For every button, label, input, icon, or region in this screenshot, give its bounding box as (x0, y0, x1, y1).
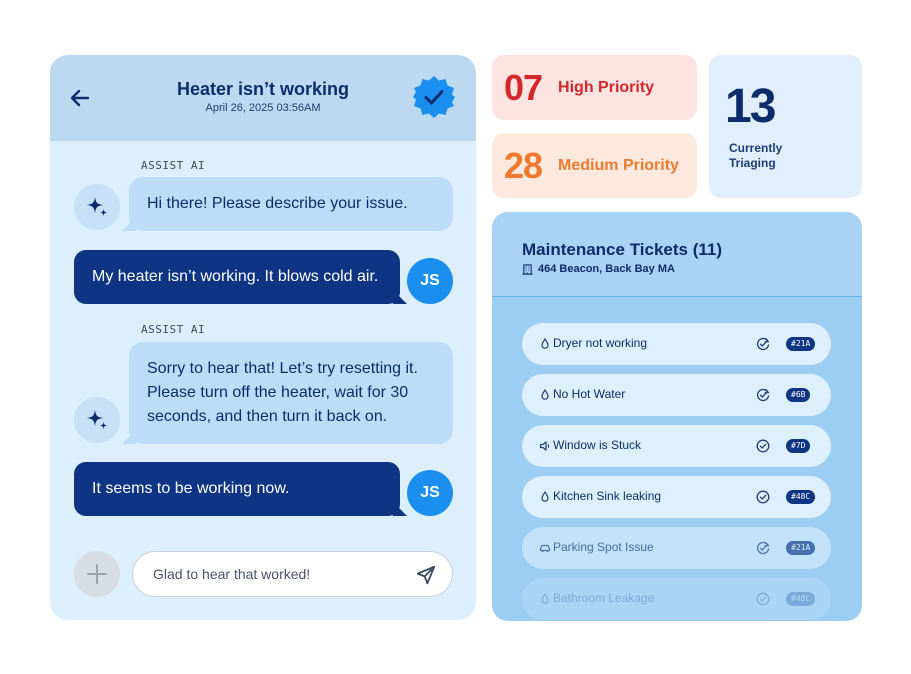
high-priority-count: 07 (504, 66, 543, 108)
medium-priority-label: Medium Priority (558, 156, 679, 174)
ticket-name: Bathroom Leakage (553, 591, 655, 605)
high-priority-card[interactable] (492, 55, 697, 120)
check-circle-icon (755, 591, 771, 607)
ticket-item[interactable] (522, 425, 831, 467)
ticket-name: Parking Spot Issue (553, 540, 654, 554)
chat-header (50, 55, 476, 141)
ai-avatar (74, 184, 120, 230)
ticket-item[interactable] (522, 323, 831, 365)
sparkle-icon (84, 194, 110, 220)
triaging-label: Currently Triaging (729, 141, 783, 170)
verified-badge-icon[interactable] (412, 75, 456, 119)
ticket-id-badge: #48C (786, 592, 815, 606)
ticket-name: Window is Stuck (553, 438, 642, 452)
plus-icon (86, 563, 108, 585)
check-circle-icon (755, 489, 771, 505)
chat-bubble-ai (129, 342, 453, 444)
tickets-header (492, 212, 862, 297)
ticket-id-badge: #6B (786, 388, 810, 402)
message-text: Sorry to hear that! Let’s try resetting it. Please turn off the heater, wait for 30 seconds, and then turn it back on. (147, 360, 418, 425)
message-input[interactable] (153, 552, 403, 596)
bubble-tail (122, 430, 136, 444)
water-drop-icon (538, 388, 552, 402)
maintenance-tickets-panel (492, 212, 862, 621)
ticket-name: Dryer not working (553, 336, 648, 350)
chat-date: April 26, 2025 03:56AM (205, 102, 321, 114)
ticket-id-badge: #21A (786, 541, 815, 555)
bubble-tail (122, 217, 136, 231)
in-progress-icon (755, 387, 771, 403)
water-drop-icon (538, 337, 552, 351)
in-progress-icon (755, 540, 771, 556)
check-circle-icon (755, 438, 771, 454)
ticket-id-badge: #21A (786, 337, 815, 351)
tickets-title: Maintenance Tickets (11) (522, 240, 722, 259)
speaker-icon (538, 439, 552, 453)
ticket-item[interactable] (522, 578, 831, 620)
ticket-item[interactable] (522, 527, 831, 569)
message-text: Hi there! Please describe your issue. (147, 195, 408, 212)
chat-title: Heater isn’t working (176, 79, 350, 99)
bubble-tail (393, 502, 407, 516)
property-address (522, 263, 675, 275)
ticket-item[interactable] (522, 476, 831, 518)
user-avatar: JS (407, 470, 453, 516)
chat-bubble-user (74, 462, 400, 516)
chat-bubble-user (74, 250, 400, 304)
message-text: My heater isn’t working. It blows cold air. (92, 268, 379, 285)
triaging-count: 13 (725, 80, 775, 133)
user-avatar: JS (407, 258, 453, 304)
chat-panel (50, 55, 476, 620)
high-priority-label: High Priority (558, 78, 655, 96)
ticket-id-badge: #48C (786, 490, 815, 504)
ticket-id-badge: #7D (786, 439, 810, 453)
bubble-tail (393, 290, 407, 304)
ai-avatar (74, 397, 120, 443)
car-icon (538, 541, 552, 555)
message-text: It seems to be working now. (92, 480, 290, 497)
send-icon[interactable] (415, 564, 437, 586)
ticket-name: Kitchen Sink leaking (553, 489, 662, 503)
water-drop-icon (538, 592, 552, 606)
add-attachment-button[interactable] (74, 551, 120, 597)
ticket-name: No Hot Water (553, 387, 626, 401)
medium-priority-count: 28 (504, 144, 543, 186)
address-text: 464 Beacon, Back Bay MA (538, 263, 675, 275)
triaging-card[interactable] (709, 55, 862, 198)
message-composer (132, 551, 453, 597)
water-drop-icon (538, 490, 552, 504)
medium-priority-card[interactable] (492, 133, 697, 198)
building-icon (522, 264, 533, 275)
chat-bubble-ai (129, 177, 453, 231)
in-progress-icon (755, 336, 771, 352)
sender-label: ASSIST AI (141, 159, 206, 172)
sender-label: ASSIST AI (141, 323, 206, 336)
sparkle-icon (84, 407, 110, 433)
ticket-item[interactable] (522, 374, 831, 416)
